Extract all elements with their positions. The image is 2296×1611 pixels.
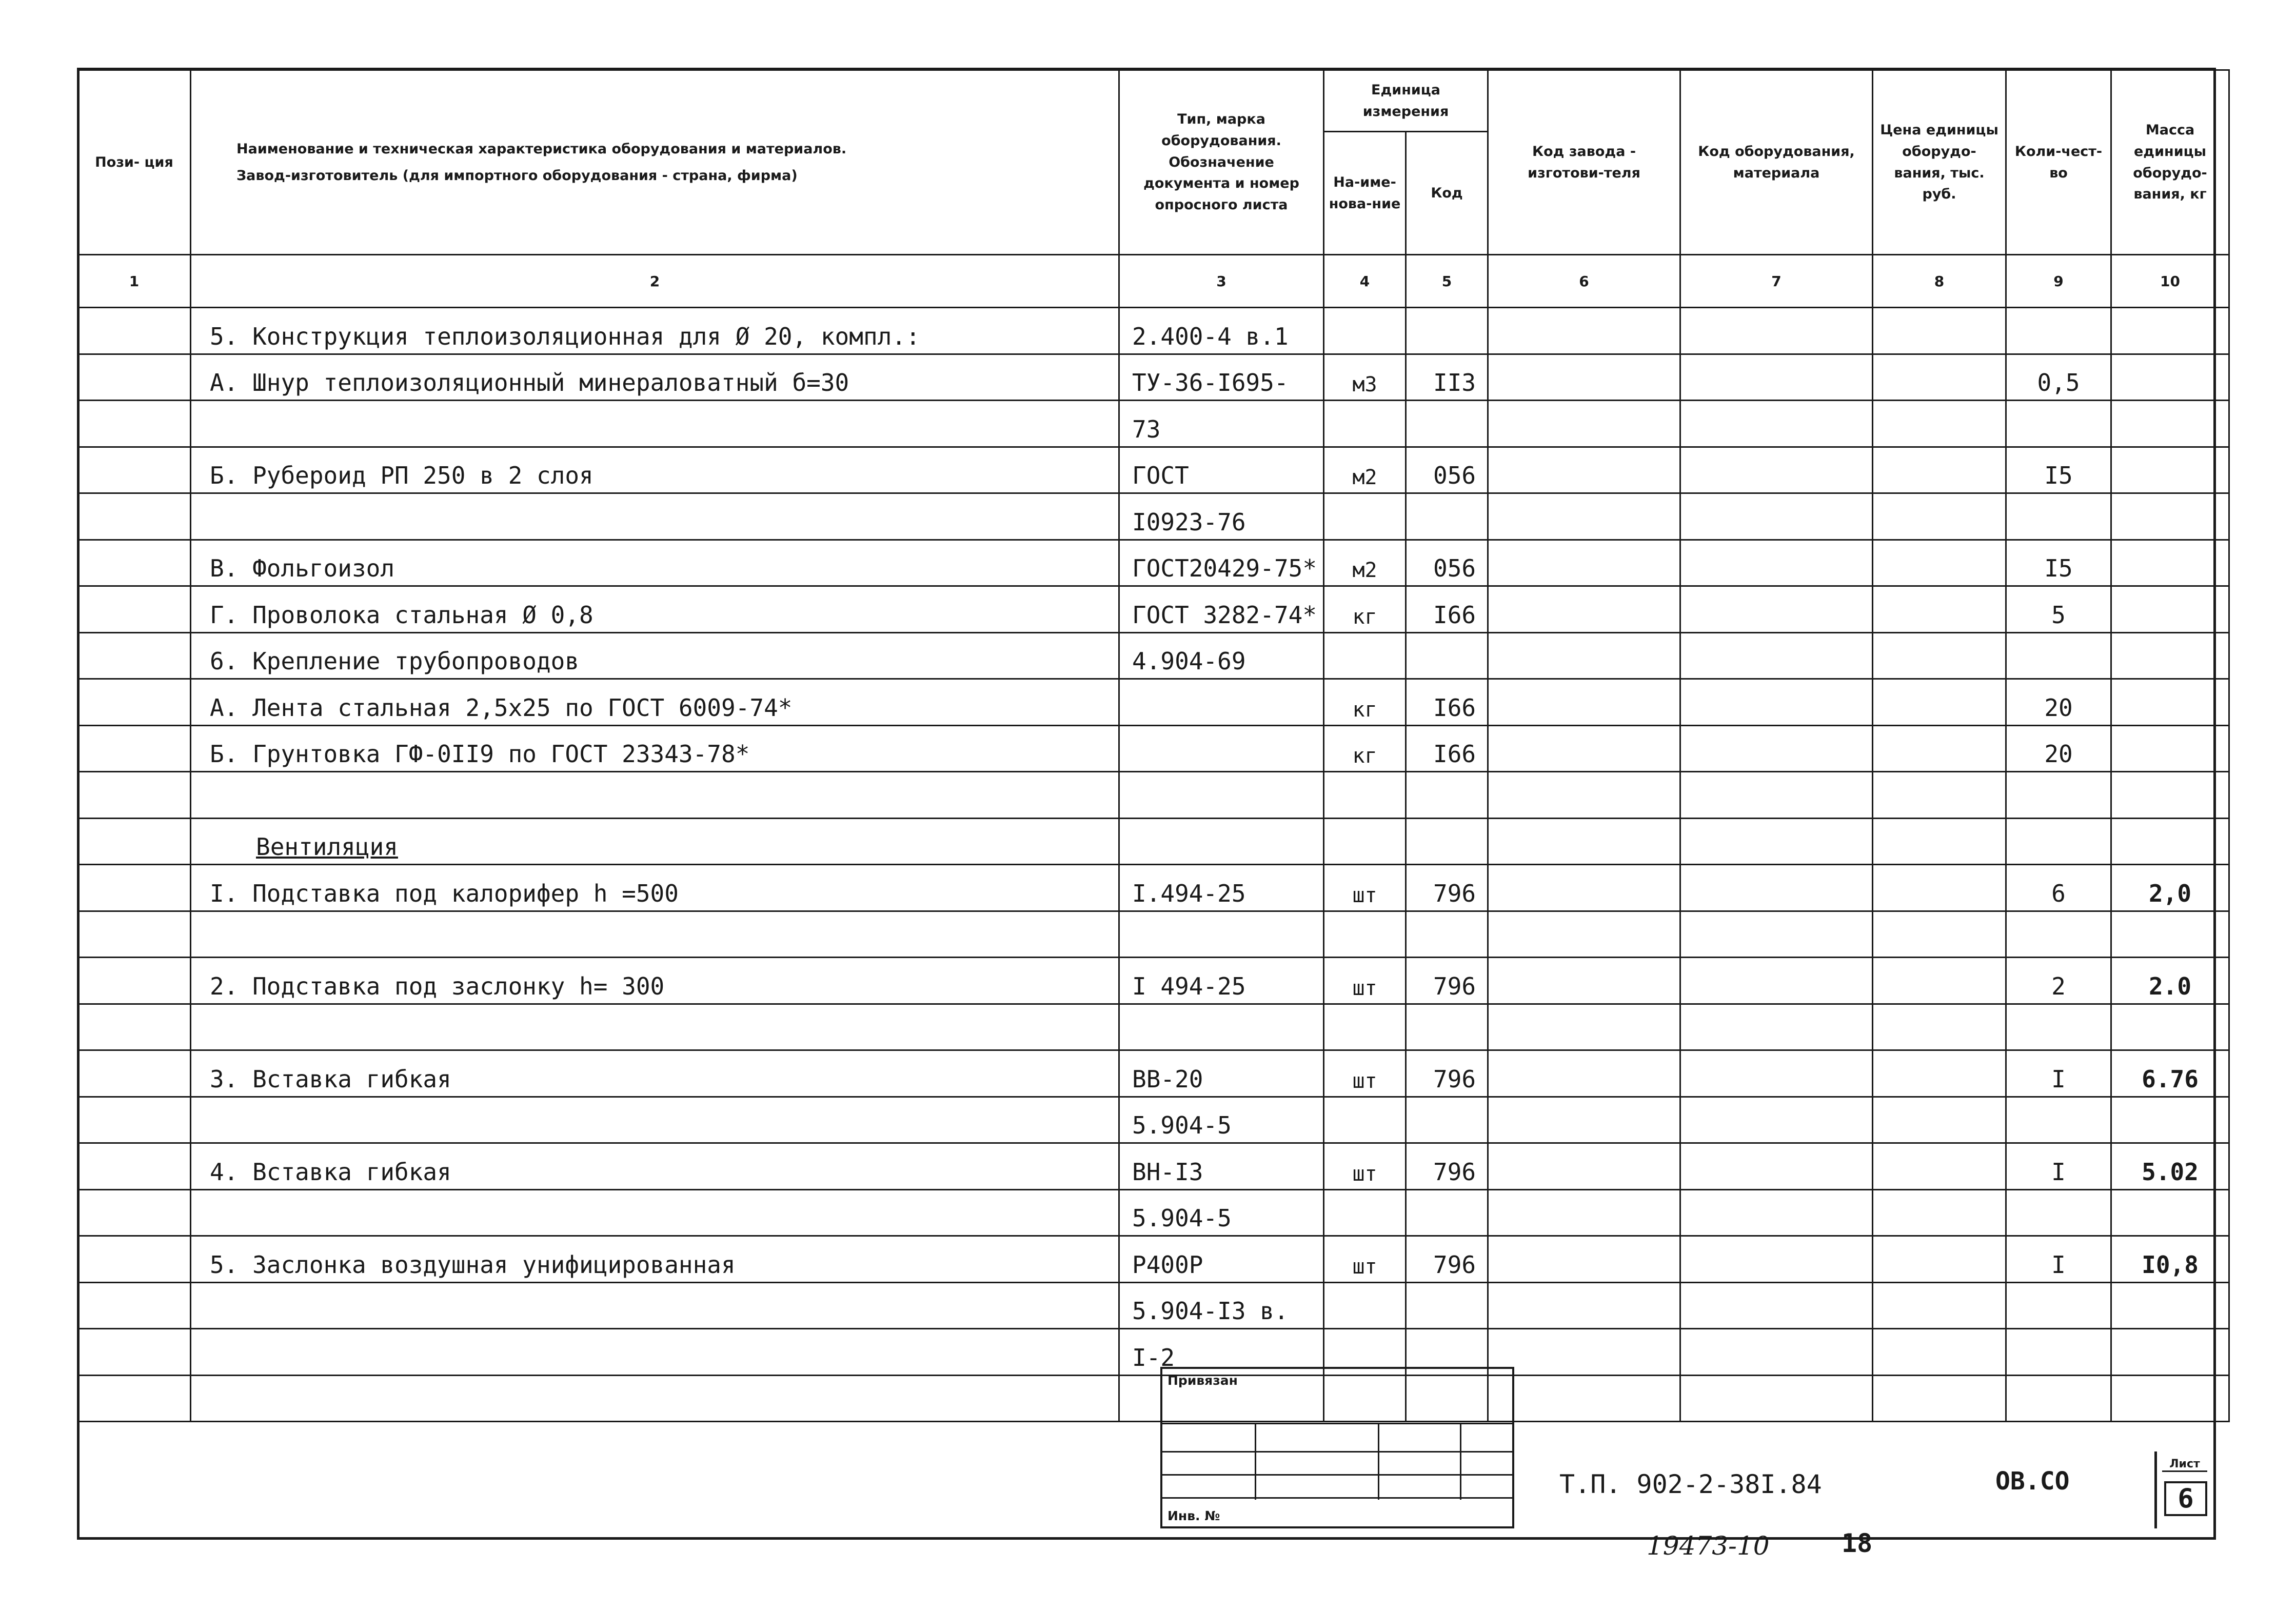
header-unit-name: На-име-нова-ние — [1324, 132, 1406, 255]
row-type: ГОСТ 3282-74* — [1119, 586, 1324, 633]
row-position — [78, 401, 191, 447]
header-equip-code: Код оборудования, материала — [1680, 70, 1873, 255]
header-name — [191, 70, 1119, 255]
row-mass — [2111, 911, 2229, 958]
col-num: 8 — [1873, 255, 2006, 308]
row-position — [78, 1282, 191, 1329]
binding-stamp — [1160, 1367, 1514, 1528]
row-unit-code — [1406, 1189, 1488, 1236]
header-type: Тип, марка оборудования. Обозначение документа и номер опросного листа — [1119, 70, 1324, 255]
row-price — [1873, 1329, 2006, 1376]
row-equip-code — [1680, 540, 1873, 586]
row-mass — [2111, 493, 2229, 540]
row-equip-code — [1680, 818, 1873, 865]
table-row — [78, 1050, 2229, 1097]
row-position — [78, 911, 191, 958]
row-price — [1873, 401, 2006, 447]
row-plant-code — [1488, 1329, 1680, 1376]
row-equip-code — [1680, 354, 1873, 401]
row-unit-code — [1406, 1282, 1488, 1329]
row-mass — [2111, 1329, 2229, 1376]
row-mass: I0,8 — [2111, 1236, 2229, 1283]
row-unit-code: 796 — [1406, 865, 1488, 911]
row-plant-code — [1488, 401, 1680, 447]
row-name — [191, 772, 1119, 819]
row-type: ГОСТ20429-75* — [1119, 540, 1324, 586]
row-unit-code — [1406, 493, 1488, 540]
row-position — [78, 1236, 191, 1283]
header-price: Цена единицы оборудо-вания, тыс. руб. — [1873, 70, 2006, 255]
row-name — [191, 1189, 1119, 1236]
row-plant-code — [1488, 679, 1680, 726]
row-qty: 20 — [2006, 725, 2111, 772]
row-unit: шт — [1324, 1143, 1406, 1190]
row-equip-code — [1680, 1004, 1873, 1050]
row-mass — [2111, 447, 2229, 493]
row-position — [78, 865, 191, 911]
row-price — [1873, 1050, 2006, 1097]
row-unit-code — [1406, 772, 1488, 819]
table-row — [78, 1143, 2229, 1190]
row-mass — [2111, 1375, 2229, 1422]
row-position — [78, 540, 191, 586]
row-price — [1873, 725, 2006, 772]
header-plant-code: Код завода - изготови-теля — [1488, 70, 1680, 255]
row-plant-code — [1488, 725, 1680, 772]
row-equip-code — [1680, 1143, 1873, 1190]
row-unit-code: 056 — [1406, 540, 1488, 586]
row-mass — [2111, 679, 2229, 726]
table-row — [78, 1189, 2229, 1236]
row-equip-code — [1680, 1050, 1873, 1097]
row-position — [78, 1050, 191, 1097]
row-equip-code — [1680, 958, 1873, 1004]
extra-number: 18 — [1842, 1528, 1873, 1558]
table-row — [78, 1375, 2229, 1422]
row-qty: 2 — [2006, 958, 2111, 1004]
row-qty: I — [2006, 1236, 2111, 1283]
row-price — [1873, 1004, 2006, 1050]
row-equip-code — [1680, 1097, 1873, 1143]
row-qty — [2006, 401, 2111, 447]
table-row — [78, 1329, 2229, 1376]
row-type: 5.904-5 — [1119, 1189, 1324, 1236]
row-unit: м3 — [1324, 354, 1406, 401]
row-position — [78, 632, 191, 679]
row-qty — [2006, 911, 2111, 958]
row-price — [1873, 632, 2006, 679]
row-price — [1873, 958, 2006, 1004]
row-position — [78, 818, 191, 865]
row-mass — [2111, 818, 2229, 865]
row-price — [1873, 354, 2006, 401]
row-price — [1873, 772, 2006, 819]
row-plant-code — [1488, 772, 1680, 819]
row-mass: 2,0 — [2111, 865, 2229, 911]
row-unit — [1324, 1004, 1406, 1050]
row-name: Б. Рубероид РП 250 в 2 слоя — [191, 447, 1119, 493]
section-title: Вентиляция — [256, 833, 398, 861]
inventory-number: 19473-10 — [1647, 1531, 1770, 1561]
row-qty: 0,5 — [2006, 354, 2111, 401]
row-position — [78, 958, 191, 1004]
row-position — [78, 679, 191, 726]
col-num: 3 — [1119, 255, 1324, 308]
row-price — [1873, 586, 2006, 633]
row-plant-code — [1488, 1282, 1680, 1329]
row-qty — [2006, 818, 2111, 865]
row-plant-code — [1488, 1004, 1680, 1050]
row-mass — [2111, 725, 2229, 772]
row-unit — [1324, 308, 1406, 354]
table-row — [78, 632, 2229, 679]
row-unit: шт — [1324, 1050, 1406, 1097]
table-row — [78, 818, 2229, 865]
row-plant-code — [1488, 447, 1680, 493]
row-mass — [2111, 308, 2229, 354]
row-unit-code — [1406, 401, 1488, 447]
sheet-number-box — [2154, 1451, 2211, 1528]
row-unit — [1324, 1097, 1406, 1143]
row-name: 6. Крепление трубопроводов — [191, 632, 1119, 679]
row-price — [1873, 447, 2006, 493]
row-plant-code — [1488, 354, 1680, 401]
row-plant-code — [1488, 308, 1680, 354]
row-position — [78, 1189, 191, 1236]
sheet-label: Лист — [2162, 1458, 2207, 1472]
document-code: Т.П. 902-2-38I.84 — [1559, 1469, 1822, 1499]
row-plant-code — [1488, 865, 1680, 911]
row-type — [1119, 1004, 1324, 1050]
row-price — [1873, 1143, 2006, 1190]
row-type: I.494-25 — [1119, 865, 1324, 911]
row-name: А. Лента стальная 2,5х25 по ГОСТ 6009-74* — [191, 679, 1119, 726]
col-num: 1 — [78, 255, 191, 308]
row-qty: I5 — [2006, 540, 2111, 586]
row-type: ВВ-20 — [1119, 1050, 1324, 1097]
row-mass — [2111, 354, 2229, 401]
row-unit-code: 796 — [1406, 1050, 1488, 1097]
col-num: 2 — [191, 255, 1119, 308]
row-unit-code: I66 — [1406, 586, 1488, 633]
row-equip-code — [1680, 632, 1873, 679]
table-row — [78, 354, 2229, 401]
table-row — [78, 1282, 2229, 1329]
row-unit: м2 — [1324, 540, 1406, 586]
row-equip-code — [1680, 865, 1873, 911]
row-equip-code — [1680, 308, 1873, 354]
row-qty: 20 — [2006, 679, 2111, 726]
col-num: 4 — [1324, 255, 1406, 308]
row-type: 4.904-69 — [1119, 632, 1324, 679]
row-name: 5. Заслонка воздушная унифицированная — [191, 1236, 1119, 1283]
row-unit: шт — [1324, 865, 1406, 911]
row-qty: I — [2006, 1050, 2111, 1097]
row-unit — [1324, 401, 1406, 447]
row-unit-code — [1406, 1004, 1488, 1050]
table-row — [78, 772, 2229, 819]
row-name — [191, 1329, 1119, 1376]
row-unit-code: 056 — [1406, 447, 1488, 493]
row-unit — [1324, 1282, 1406, 1329]
inv-label: Инв. № — [1167, 1508, 1220, 1523]
row-position — [78, 725, 191, 772]
row-qty: I — [2006, 1143, 2111, 1190]
col-num: 7 — [1680, 255, 1873, 308]
row-price — [1873, 911, 2006, 958]
row-qty — [2006, 308, 2111, 354]
row-position — [78, 1375, 191, 1422]
row-equip-code — [1680, 447, 1873, 493]
row-qty — [2006, 1004, 2111, 1050]
row-name — [191, 1004, 1119, 1050]
row-qty — [2006, 1189, 2111, 1236]
row-plant-code — [1488, 911, 1680, 958]
col-num: 10 — [2111, 255, 2229, 308]
row-equip-code — [1680, 679, 1873, 726]
row-position — [78, 354, 191, 401]
row-mass — [2111, 540, 2229, 586]
row-name — [191, 1282, 1119, 1329]
row-position — [78, 308, 191, 354]
row-mass: 2.0 — [2111, 958, 2229, 1004]
row-qty — [2006, 493, 2111, 540]
row-type — [1119, 725, 1324, 772]
row-qty — [2006, 1329, 2111, 1376]
row-name — [191, 493, 1119, 540]
row-unit-code: 796 — [1406, 1143, 1488, 1190]
row-type: I0923-76 — [1119, 493, 1324, 540]
row-plant-code — [1488, 818, 1680, 865]
sheet-number: 6 — [2164, 1481, 2207, 1516]
row-plant-code — [1488, 958, 1680, 1004]
table-row — [78, 401, 2229, 447]
row-name — [191, 1375, 1119, 1422]
table-row — [78, 679, 2229, 726]
col-num: 5 — [1406, 255, 1488, 308]
col-num: 6 — [1488, 255, 1680, 308]
row-name — [191, 401, 1119, 447]
row-type: ГОСТ — [1119, 447, 1324, 493]
row-mass — [2111, 632, 2229, 679]
row-equip-code — [1680, 1236, 1873, 1283]
row-unit — [1324, 772, 1406, 819]
table-row — [78, 308, 2229, 354]
table-row — [78, 1004, 2229, 1050]
row-equip-code — [1680, 401, 1873, 447]
row-plant-code — [1488, 1375, 1680, 1422]
row-unit-code: 796 — [1406, 1236, 1488, 1283]
row-name: 5. Конструкция теплоизоляционная для Ø 20, компл.: — [191, 308, 1119, 354]
table-row — [78, 911, 2229, 958]
row-plant-code — [1488, 1050, 1680, 1097]
row-unit-code: I66 — [1406, 725, 1488, 772]
row-unit-code — [1406, 1097, 1488, 1143]
row-unit — [1324, 1189, 1406, 1236]
row-position — [78, 586, 191, 633]
row-name — [191, 1097, 1119, 1143]
table-row — [78, 493, 2229, 540]
row-position — [78, 772, 191, 819]
table-row — [78, 1097, 2229, 1143]
row-name: В. Фольгоизол — [191, 540, 1119, 586]
row-price — [1873, 1282, 2006, 1329]
row-price — [1873, 679, 2006, 726]
row-mass — [2111, 1282, 2229, 1329]
col-num: 9 — [2006, 255, 2111, 308]
row-qty — [2006, 1097, 2111, 1143]
row-type: 73 — [1119, 401, 1324, 447]
row-equip-code — [1680, 1189, 1873, 1236]
row-equip-code — [1680, 586, 1873, 633]
row-name — [191, 818, 1119, 865]
row-price — [1873, 493, 2006, 540]
row-mass — [2111, 586, 2229, 633]
row-name: 3. Вставка гибкая — [191, 1050, 1119, 1097]
row-equip-code — [1680, 1375, 1873, 1422]
row-price — [1873, 1097, 2006, 1143]
row-position — [78, 1004, 191, 1050]
row-type — [1119, 818, 1324, 865]
row-price — [1873, 1375, 2006, 1422]
row-price — [1873, 308, 2006, 354]
row-type: I-2 — [1119, 1329, 1324, 1376]
row-equip-code — [1680, 1282, 1873, 1329]
row-unit-code: II3 — [1406, 354, 1488, 401]
row-equip-code — [1680, 772, 1873, 819]
row-qty — [2006, 1282, 2111, 1329]
header-unit-code: Код — [1406, 132, 1488, 255]
row-equip-code — [1680, 911, 1873, 958]
table-row — [78, 540, 2229, 586]
row-unit-code — [1406, 911, 1488, 958]
row-name: Г. Проволока стальная Ø 0,8 — [191, 586, 1119, 633]
header-name-line2: Завод-изготовитель (для импортного оборудования - страна, фирма) — [236, 167, 798, 184]
row-unit-code — [1406, 818, 1488, 865]
row-name — [191, 911, 1119, 958]
bound-label: Привязан — [1167, 1373, 1238, 1388]
row-qty — [2006, 772, 2111, 819]
header-position: Пози- ция — [78, 70, 191, 255]
row-plant-code — [1488, 1189, 1680, 1236]
header-name-line1: Наименование и техническая характеристика оборудования и материалов. — [236, 141, 847, 157]
row-unit-code — [1406, 308, 1488, 354]
row-equip-code — [1680, 725, 1873, 772]
row-name: Б. Грунтовка ГФ-0II9 по ГОСТ 23343-78* — [191, 725, 1119, 772]
row-mass — [2111, 1189, 2229, 1236]
row-unit: м2 — [1324, 447, 1406, 493]
row-name: А. Шнур теплоизоляционный минераловатный б=30 — [191, 354, 1119, 401]
row-mass — [2111, 772, 2229, 819]
row-unit: шт — [1324, 958, 1406, 1004]
row-plant-code — [1488, 586, 1680, 633]
row-type: 2.400-4 в.1 — [1119, 308, 1324, 354]
row-qty: 5 — [2006, 586, 2111, 633]
row-position — [78, 1097, 191, 1143]
row-equip-code — [1680, 493, 1873, 540]
row-plant-code — [1488, 493, 1680, 540]
row-plant-code — [1488, 1097, 1680, 1143]
row-qty — [2006, 1375, 2111, 1422]
row-position — [78, 1329, 191, 1376]
row-unit — [1324, 818, 1406, 865]
table-row — [78, 865, 2229, 911]
row-price — [1873, 1189, 2006, 1236]
row-unit-code: I66 — [1406, 679, 1488, 726]
row-unit — [1324, 632, 1406, 679]
row-qty: I5 — [2006, 447, 2111, 493]
row-plant-code — [1488, 632, 1680, 679]
table-row — [78, 1236, 2229, 1283]
row-type: 5.904-I3 в. — [1119, 1282, 1324, 1329]
table-row — [78, 447, 2229, 493]
table-row — [78, 725, 2229, 772]
row-position — [78, 493, 191, 540]
row-name: 2. Подставка под заслонку h= 300 — [191, 958, 1119, 1004]
row-type — [1119, 911, 1324, 958]
header-mass: Масса единицы оборудо-вания, кг — [2111, 70, 2229, 255]
row-mass — [2111, 1004, 2229, 1050]
row-type — [1119, 679, 1324, 726]
row-mass — [2111, 401, 2229, 447]
sheet-code: ОВ.СО — [1995, 1467, 2070, 1496]
row-mass: 6.76 — [2111, 1050, 2229, 1097]
row-type — [1119, 772, 1324, 819]
row-unit-code — [1406, 632, 1488, 679]
row-mass — [2111, 1097, 2229, 1143]
header-qty: Коли-чест-во — [2006, 70, 2111, 255]
row-price — [1873, 1236, 2006, 1283]
row-unit: кг — [1324, 725, 1406, 772]
header-unit: Единица измерения — [1324, 70, 1488, 132]
table-row — [78, 586, 2229, 633]
row-qty — [2006, 632, 2111, 679]
row-qty: 6 — [2006, 865, 2111, 911]
table-row — [78, 958, 2229, 1004]
row-plant-code — [1488, 1143, 1680, 1190]
row-unit: кг — [1324, 586, 1406, 633]
row-price — [1873, 540, 2006, 586]
row-price — [1873, 865, 2006, 911]
row-plant-code — [1488, 1236, 1680, 1283]
row-unit — [1324, 911, 1406, 958]
row-unit: шт — [1324, 1236, 1406, 1283]
row-price — [1873, 818, 2006, 865]
row-position — [78, 447, 191, 493]
row-mass: 5.02 — [2111, 1143, 2229, 1190]
row-name: I. Подставка под калорифер h =500 — [191, 865, 1119, 911]
row-unit — [1324, 493, 1406, 540]
row-name: 4. Вставка гибкая — [191, 1143, 1119, 1190]
row-position — [78, 1143, 191, 1190]
row-type: ТУ-36-I695- — [1119, 354, 1324, 401]
row-type: I 494-25 — [1119, 958, 1324, 1004]
row-type: ВН-I3 — [1119, 1143, 1324, 1190]
specification-table — [77, 69, 2230, 1422]
row-equip-code — [1680, 1329, 1873, 1376]
row-unit-code: 796 — [1406, 958, 1488, 1004]
row-unit: кг — [1324, 679, 1406, 726]
row-type: 5.904-5 — [1119, 1097, 1324, 1143]
row-plant-code — [1488, 540, 1680, 586]
row-type: Р400Р — [1119, 1236, 1324, 1283]
